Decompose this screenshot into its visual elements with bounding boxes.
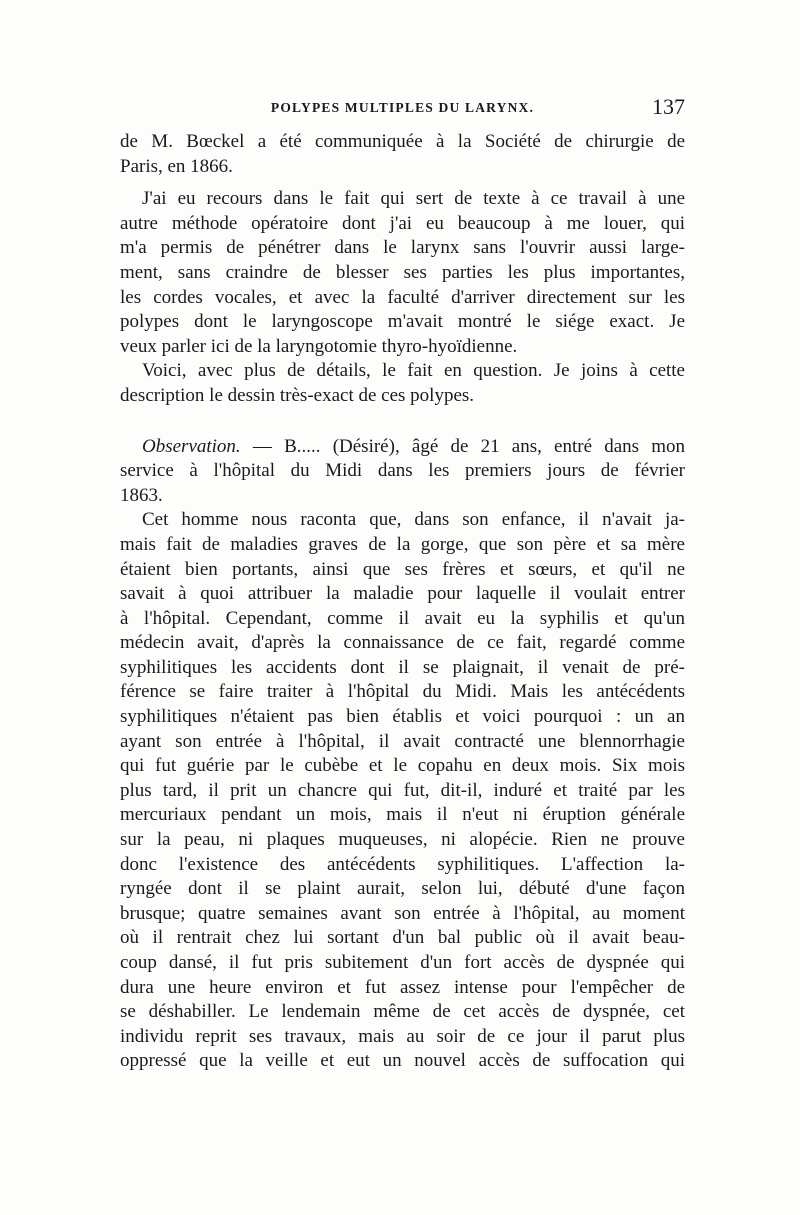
text-line: mercuriaux pendant un mois, mais il n'eut ni éruption générale: [120, 804, 685, 826]
text-line: autre méthode opératoire dont j'ai eu beaucoup à me louer, qui: [120, 212, 685, 234]
text-line: sur la peau, ni plaques muqueuses, ni alopécie. Rien ne prouve: [120, 829, 685, 851]
paragraph-observation: [120, 435, 685, 509]
text-line: m'a permis de pénétrer dans le larynx sans l'ouvrir aussi large-: [120, 237, 685, 259]
text-line: description le dessin très-exact de ces polypes.: [120, 384, 475, 406]
running-title: POLYPES MULTIPLES DU LARYNX.: [270, 100, 535, 115]
text-line: syphilitiques les accidents dont il se plaignait, il venait de pré-: [120, 656, 685, 678]
text-line: qui fut guérie par le cubèbe et le copahu en deux mois. Six mois: [120, 755, 685, 777]
text-line: coup dansé, il fut pris subitement d'un fort accès de dyspnée qui: [120, 952, 685, 973]
text-line: plus tard, il prit un chancre qui fut, dit-il, induré et traité par les: [120, 779, 685, 801]
text-line: brusque; quatre semaines avant son entrée à l'hôpital, au moment: [120, 902, 685, 924]
text-line: oppressé que la veille et eut un nouvel accès de suffocation qui: [120, 1050, 685, 1072]
text-line: donc l'existence des antécédents syphilitiques. L'affection la-: [120, 853, 685, 875]
text-line: les cordes vocales, et avec la faculté d'arriver directement sur les: [120, 286, 685, 308]
text-line: de M. Bœckel a été communiquée à la Société de chirurgie de: [120, 131, 685, 152]
observation-label: Observation.: [142, 435, 241, 457]
text-line: syphilitiques n'étaient pas bien établis et voici pourquoi : un an: [120, 706, 685, 728]
text-line: à l'hôpital. Cependant, comme il avait eu la syphilis et qu'un: [120, 607, 685, 629]
text-line: service à l'hôpital du Midi dans les premiers jours de février: [120, 460, 685, 482]
text-line: dura une heure environ et fut assez intense pour l'empêcher de: [120, 976, 685, 998]
text-line: Cet homme nous raconta que, dans son enfance, il n'avait ja-: [142, 509, 685, 531]
text-line: veux parler ici de la laryngotomie thyro-hyoïdienne.: [120, 335, 518, 357]
paragraph-history: [120, 508, 685, 1074]
text-line: férence se faire traiter à l'hôpital du Midi. Mais les antécédents: [120, 681, 685, 703]
text-line: ryngée dont il se plaint aurait, selon lui, débuté d'une façon: [120, 878, 685, 900]
text-line: médecin avait, d'après la connaissance de ce fait, regardé comme: [120, 632, 685, 654]
page-number: 137: [652, 94, 685, 119]
paragraph-continuation: [120, 130, 685, 179]
text-line: savait à quoi attribuer la maladie pour laquelle il voulait entrer: [120, 583, 685, 605]
text-line: se déshabiller. Le lendemain même de cet accès de dyspnée, cet: [120, 1001, 685, 1023]
text-line: 1863.: [120, 484, 163, 506]
body-text: [120, 130, 685, 1074]
observation-line: [120, 435, 685, 460]
text-line: — B..... (Désiré), âgé de 21 ans, entré dans mon: [252, 435, 686, 457]
running-head: [120, 94, 685, 122]
text-line: où il rentrait chez lui sortant d'un bal public où il avait beau-: [120, 927, 685, 949]
text-line: J'ai eu recours dans le fait qui sert de texte à ce travail à une: [142, 188, 685, 210]
paragraph-details: [120, 359, 685, 408]
paragraph-method: [120, 187, 685, 359]
text-line: Voici, avec plus de détails, le fait en question. Je joins à cette: [142, 360, 685, 382]
text-line: individu reprit ses travaux, mais au soir de ce jour il parut plus: [120, 1025, 685, 1047]
text-line: ment, sans craindre de blesser ses parties les plus importantes,: [120, 261, 685, 283]
text-line: polypes dont le laryngoscope m'avait montré le siége exact. Je: [120, 311, 685, 333]
text-line: mais fait de maladies graves de la gorge, que son père et sa mère: [120, 533, 685, 555]
text-line: Paris, en 1866.: [120, 155, 233, 177]
text-line: ayant son entrée à l'hôpital, il avait contracté une blennorrhagie: [120, 730, 685, 752]
text-line: étaient bien portants, ainsi que ses frères et sœurs, et qu'il ne: [120, 558, 685, 580]
